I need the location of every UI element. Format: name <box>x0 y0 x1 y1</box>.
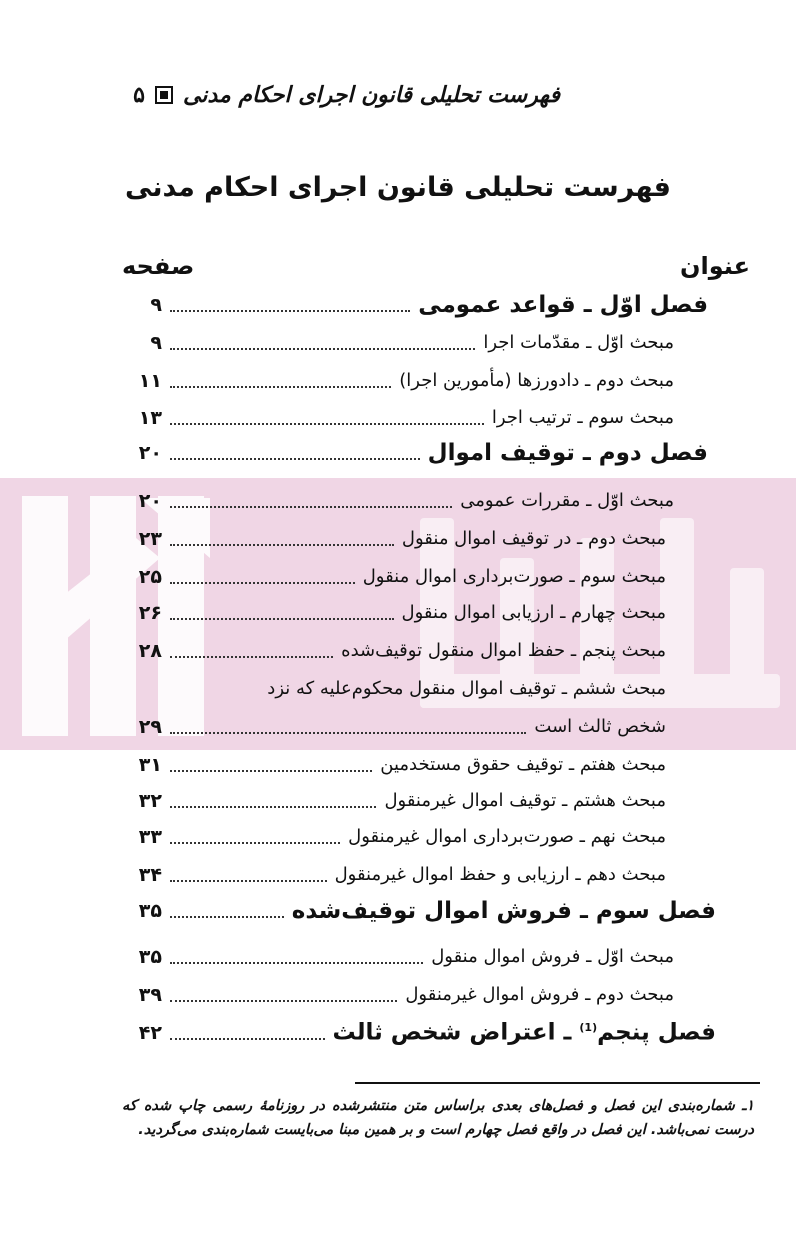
dot-leader <box>170 348 475 350</box>
toc-entry-page: ۲۶ <box>138 602 162 624</box>
toc-row <box>0 1016 796 1050</box>
dot-leader <box>170 916 284 918</box>
dot-leader <box>170 770 372 772</box>
footnote-marker: (1) <box>579 1021 598 1035</box>
footnote-text: ۱ـ شماره‌بندی این فصل و فصل‌های بعدی براساس متن منتشرشده در روزنامهٔ رسمی چاپ شده که درست نمی‌باشد. این فصل در واقع فصل چهارم است و بر همین مبنا می‌بایست شماره‌بندی می‌گردید. <box>122 1098 754 1138</box>
toc-entry-page: ۳۵ <box>138 900 162 922</box>
toc-row <box>0 288 796 322</box>
toc-entry-title: مبحث دوم ـ در توقیف اموال منقول <box>401 528 666 549</box>
toc-entry-page: ۳۴ <box>138 864 162 886</box>
toc-row <box>0 858 796 892</box>
dot-leader <box>170 458 420 460</box>
toc-entry-title <box>333 1011 716 1050</box>
toc-entry-title: مبحث سوم ـ ترتیب اجرا <box>491 407 674 428</box>
toc-row <box>0 710 796 744</box>
toc-row <box>0 820 796 854</box>
running-header-page-number: ۵ <box>133 82 145 108</box>
toc-entry-page: ۴۲ <box>138 1022 162 1044</box>
dot-leader <box>170 423 484 425</box>
toc-entry-title: مبحث هفتم ـ توقیف حقوق مستخدمین <box>380 754 666 775</box>
running-header <box>120 78 560 112</box>
toc-entry-title-prefix: فصل پنجم <box>597 1020 716 1046</box>
footnote-divider <box>355 1082 760 1084</box>
running-header-title: فهرست تحلیلی قانون اجرای احکام مدنی <box>182 82 560 108</box>
dot-leader <box>170 544 394 546</box>
dot-leader <box>170 310 410 312</box>
toc-entry-page: ۹ <box>150 332 162 354</box>
toc-entry-title: مبحث نهم ـ صورت‌برداری اموال غیرمنقول <box>348 826 666 847</box>
toc-entry-page: ۱۳ <box>138 407 162 429</box>
toc-row <box>0 484 796 518</box>
toc-entry-title: مبحث اوّل ـ مقدّمات اجرا <box>483 332 674 353</box>
toc-row <box>0 978 796 1012</box>
toc-row <box>0 401 796 435</box>
toc-entry-title: مبحث ششم ـ توقیف اموال منقول محکوم‌علیه که نزد <box>267 678 666 699</box>
toc-entry-page: ۳۱ <box>138 754 162 776</box>
toc-entry-page: ۲۸ <box>138 640 162 662</box>
toc-entry-title: فصل سوم ـ فروش اموال توقیف‌شده <box>291 898 716 924</box>
dot-leader <box>170 962 423 964</box>
dot-leader <box>170 386 391 388</box>
toc-row <box>0 748 796 782</box>
toc-entry-page: ۱۱ <box>138 370 162 392</box>
table-of-contents <box>0 288 796 1046</box>
toc-row <box>0 560 796 594</box>
toc-entry-title: مبحث هشتم ـ توقیف اموال غیرمنقول <box>384 790 666 811</box>
toc-entry-page: ۹ <box>150 294 162 316</box>
toc-row <box>0 326 796 360</box>
toc-entry-title: فصل اوّل ـ قواعد عمومی <box>418 292 708 318</box>
toc-entry-title: مبحث دوم ـ دادورزها (مأمورین اجرا) <box>399 370 674 391</box>
toc-entry-title: مبحث سوم ـ صورت‌برداری اموال منقول <box>362 566 666 587</box>
toc-entry-page: ۳۲ <box>138 790 162 812</box>
toc-row-wrapped-first-line <box>0 672 796 706</box>
column-header-title: عنوان <box>680 252 750 280</box>
dot-leader <box>170 806 376 808</box>
toc-entry-page: ۳۳ <box>138 826 162 848</box>
toc-entry-title: مبحث اوّل ـ مقررات عمومی <box>460 490 674 511</box>
square-bullet-icon <box>155 86 173 104</box>
toc-entry-title: مبحث دهم ـ ارزیابی و حفظ اموال غیرمنقول <box>334 864 666 885</box>
toc-entry-page: ۳۹ <box>138 984 162 1006</box>
dot-leader <box>170 582 355 584</box>
toc-row <box>0 894 796 928</box>
toc-entry-page: ۲۰ <box>138 442 162 464</box>
column-header-page: صفحه <box>122 252 195 280</box>
toc-entry-title-continued: شخص ثالث است <box>534 716 666 737</box>
toc-row <box>0 522 796 556</box>
toc-entry-title-suffix: ـ اعتراض شخص ثالث <box>332 1020 580 1046</box>
dot-leader <box>170 1000 397 1002</box>
dot-leader <box>170 656 333 658</box>
dot-leader <box>170 1038 325 1040</box>
toc-row <box>0 596 796 630</box>
dot-leader <box>170 506 452 508</box>
toc-row <box>0 784 796 818</box>
dot-leader <box>170 842 340 844</box>
page-title: فهرست تحلیلی قانون اجرای احکام مدنی <box>125 172 671 203</box>
toc-entry-page: ۲۰ <box>138 490 162 512</box>
toc-entry-page: ۲۳ <box>138 528 162 550</box>
dot-leader <box>170 732 526 734</box>
toc-entry-page: ۲۹ <box>138 716 162 738</box>
toc-row <box>0 364 796 398</box>
toc-row <box>0 634 796 668</box>
toc-entry-page: ۳۵ <box>138 946 162 968</box>
toc-entry-page: ۲۵ <box>138 566 162 588</box>
toc-row <box>0 940 796 974</box>
toc-entry-title: فصل دوم ـ توقیف اموال <box>427 440 708 466</box>
toc-entry-title: مبحث پنجم ـ حفظ اموال منقول توقیف‌شده <box>341 640 666 661</box>
dot-leader <box>170 880 327 882</box>
dot-leader <box>170 618 394 620</box>
toc-row <box>0 436 796 470</box>
toc-entry-title: مبحث چهارم ـ ارزیابی اموال منقول <box>401 602 666 623</box>
toc-entry-title: مبحث دوم ـ فروش اموال غیرمنقول <box>405 984 674 1005</box>
toc-entry-title: مبحث اوّل ـ فروش اموال منقول <box>431 946 674 967</box>
